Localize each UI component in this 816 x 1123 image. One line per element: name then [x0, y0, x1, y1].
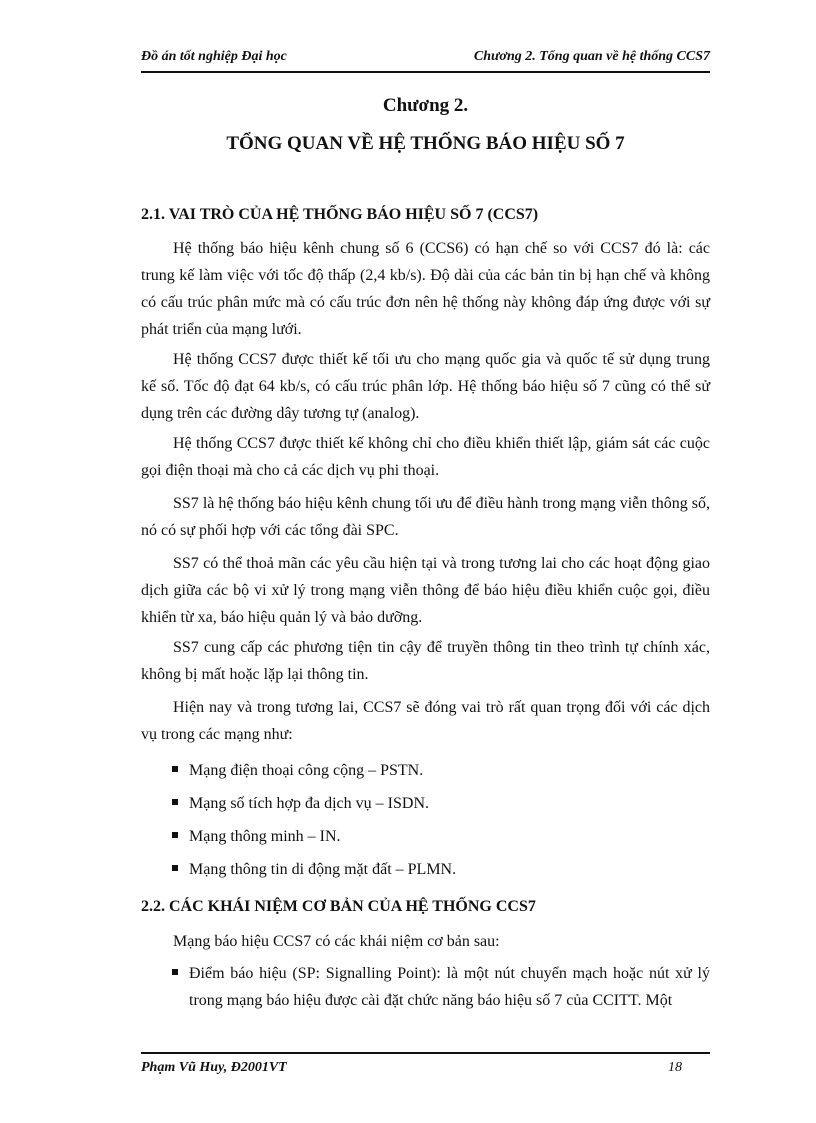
- section-heading-2-1: 2.1. VAI TRÒ CỦA HỆ THỐNG BÁO HIỆU SỐ 7 (CCS7): [141, 206, 539, 223]
- paragraph: Hiện nay và trong tương lai, CCS7 sẽ đóng vai trò rất quan trọng đối với các dịch vụ trong các mạng như:: [141, 699, 710, 743]
- list-item-text: Mạng thông tin di động mặt đất – PLMN.: [189, 861, 457, 878]
- paragraph: Hệ thống CCS7 được thiết kế không chỉ cho điều khiển thiết lập, giám sát các cuộc gọi điện thoại mà cho cả các dịch vụ phi thoại.: [141, 435, 710, 479]
- paragraph: Hệ thống báo hiệu kênh chung số 6 (CCS6) có hạn chế so với CCS7 đó là: các trung kế làm việc với tốc độ thấp (2,4 kb/s). Độ dài của các bản tin bị hạn chế và không có cấu trúc phân mức mà có cấu trúc đơn nên hệ thống này không đáp ứng được với sự phát triển của mạng lưới.: [141, 240, 710, 338]
- bullet-square-icon: [172, 832, 178, 838]
- list-item: [172, 757, 710, 784]
- bullet-square-icon: [172, 766, 178, 772]
- bullet-square-icon: [172, 969, 178, 975]
- list-item: [172, 856, 710, 883]
- section-heading-2-2: 2.2. CÁC KHÁI NIỆM CƠ BẢN CỦA HỆ THỐNG CCS7: [141, 898, 536, 915]
- list-item: [172, 790, 710, 817]
- paragraph: SS7 có thể thoả mãn các yêu cầu hiện tại và trong tương lai cho các hoạt động giao dịch giữa các bộ vi xử lý trong mạng viễn thông để báo hiệu điều khiển cuộc gọi, điều khiển từ xa, báo hiệu quản lý và bảo dưỡng.: [141, 555, 710, 626]
- chapter-title: TỔNG QUAN VỀ HỆ THỐNG BÁO HIỆU SỐ 7: [226, 133, 625, 154]
- chapter-number: Chương 2.: [382, 95, 469, 116]
- page-footer: [141, 1052, 710, 1080]
- paragraph: SS7 cung cấp các phương tiện tin cậy để truyền thông tin theo trình tự chính xác, không bị mất hoặc lặp lại thông tin.: [141, 639, 710, 683]
- list-item-text: Điểm báo hiệu (SP: Signalling Point): là một nút chuyển mạch hoặc nút xử lý trong mạng báo hiệu được cài đặt chức năng báo hiệu số 7 của CCITT. Một: [189, 965, 710, 1009]
- page-number: 18: [668, 1060, 682, 1075]
- bullet-square-icon: [172, 799, 178, 805]
- bullet-square-icon: [172, 865, 178, 871]
- list-item: [172, 823, 710, 850]
- paragraph: Hệ thống CCS7 được thiết kế tối ưu cho mạng quốc gia và quốc tế sử dụng trung kế số. Tốc độ đạt 64 kb/s, có cấu trúc phân lớp. Hệ thống báo hiệu số 7 cũng có thể sử dụng trên các đường dây tương tự (analog).: [141, 351, 710, 422]
- list-item-text: Mạng điện thoại công cộng – PSTN.: [189, 762, 424, 779]
- header-left-title: Đồ án tốt nghiệp Đại học: [141, 49, 287, 64]
- page-header: [141, 47, 710, 73]
- paragraph: Mạng báo hiệu CCS7 có các khái niệm cơ bản sau:: [173, 933, 500, 950]
- footer-author: Phạm Vũ Huy, Đ2001VT: [141, 1060, 287, 1075]
- paragraph: SS7 là hệ thống báo hiệu kênh chung tối ưu để điều hành trong mạng viễn thông số, nó có sự phối hợp với các tổng đài SPC.: [141, 495, 710, 539]
- header-right-title: Chương 2. Tổng quan về hệ thống CCS7: [473, 49, 710, 64]
- list-item: [172, 960, 710, 1014]
- list-item-text: Mạng số tích hợp đa dịch vụ – ISDN.: [189, 795, 429, 812]
- list-item-text: Mạng thông minh – IN.: [189, 828, 341, 845]
